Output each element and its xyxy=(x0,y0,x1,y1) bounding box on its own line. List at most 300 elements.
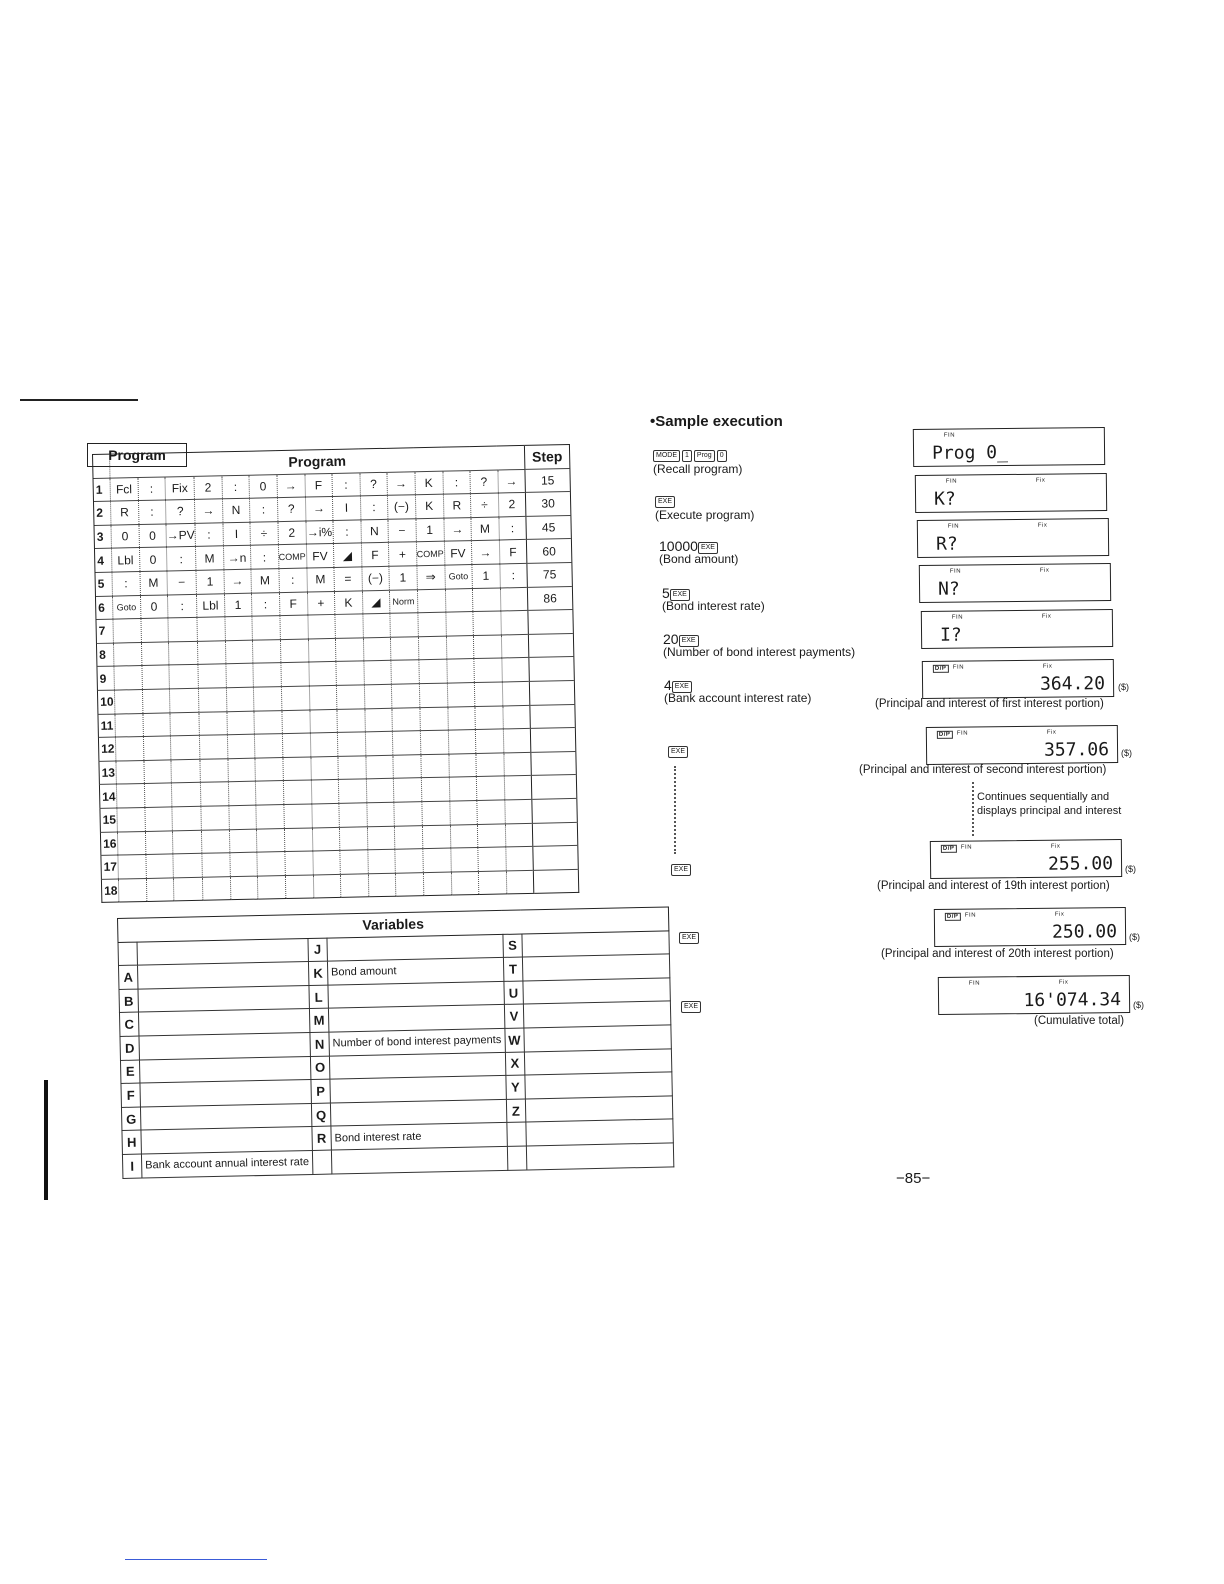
program-cell xyxy=(368,873,396,897)
lcd-caption: (Principal and interest of second interest portion) xyxy=(859,764,1107,776)
program-cell xyxy=(171,759,201,783)
program-cell: → xyxy=(497,469,525,493)
program-step-count xyxy=(531,751,576,776)
calculator-key: Prog xyxy=(694,450,715,462)
program-cell xyxy=(116,760,144,784)
program-cell xyxy=(340,850,368,874)
variable-description xyxy=(526,1143,673,1170)
program-cell: ? xyxy=(165,500,195,524)
program-cell xyxy=(308,638,336,662)
calculator-key: EXE xyxy=(698,542,718,554)
variables-title: Variables xyxy=(118,907,669,942)
variable-letter xyxy=(507,1146,527,1170)
lcd-display xyxy=(915,473,1107,513)
step-keys xyxy=(679,930,701,944)
program-cell xyxy=(285,875,313,899)
program-cell: → xyxy=(387,471,415,495)
variable-letter: U xyxy=(504,981,524,1005)
program-cell xyxy=(253,687,281,711)
variable-description xyxy=(138,1009,309,1036)
program-cell: : xyxy=(249,498,277,522)
program-cell xyxy=(501,658,529,682)
program-step-count: 86 xyxy=(527,586,572,611)
program-cell: COMP xyxy=(278,544,306,568)
program-cell: − xyxy=(388,519,416,543)
program-cell xyxy=(172,830,202,854)
program-cell xyxy=(421,801,449,825)
program-step-count xyxy=(528,633,573,658)
program-cell xyxy=(142,689,170,713)
program-cell xyxy=(146,878,174,902)
program-cell: : xyxy=(221,475,249,499)
program-cell: = xyxy=(334,567,362,591)
program-row-number: 15 xyxy=(100,808,117,832)
program-cell: ◢ xyxy=(362,590,390,614)
program-cell xyxy=(418,636,446,660)
program-cell: ◢ xyxy=(333,543,361,567)
program-cell xyxy=(168,641,198,665)
program-cell xyxy=(256,804,284,828)
program-cell: 0 xyxy=(140,595,168,619)
program-cell: M xyxy=(251,569,279,593)
program-cell xyxy=(365,731,393,755)
program-cell xyxy=(478,847,506,871)
program-cell xyxy=(197,617,225,641)
program-cell xyxy=(172,806,202,830)
variable-letter: M xyxy=(309,1008,328,1032)
program-cell xyxy=(199,735,227,759)
variable-letter: H xyxy=(122,1130,141,1154)
program-cell: F xyxy=(304,473,332,497)
lcd-indicator-fin: FIN xyxy=(952,664,965,671)
program-cell xyxy=(117,807,145,831)
program-cell xyxy=(227,758,255,782)
lcd-text: I? xyxy=(939,624,962,646)
step-keys xyxy=(655,494,677,508)
variable-letter: D xyxy=(120,1036,139,1060)
program-cell xyxy=(173,853,203,877)
program-cell xyxy=(141,665,169,689)
variable-letter xyxy=(312,1150,331,1174)
program-cell xyxy=(475,705,503,729)
variables-table xyxy=(117,906,674,1178)
program-cell xyxy=(338,779,366,803)
program-cell: F xyxy=(361,543,389,567)
program-cell xyxy=(421,777,449,801)
program-row-number: 17 xyxy=(101,855,118,879)
program-cell xyxy=(227,734,255,758)
program-cell: K xyxy=(334,590,362,614)
program-cell xyxy=(198,664,226,688)
program-cell xyxy=(228,805,256,829)
program-cell xyxy=(448,730,476,754)
program-cell xyxy=(279,615,307,639)
program-cell xyxy=(504,776,532,800)
variable-description xyxy=(524,1048,671,1075)
program-cell xyxy=(283,804,311,828)
program-step-count xyxy=(530,704,575,729)
program-cell: Fix xyxy=(165,476,195,500)
program-cell: I xyxy=(222,522,250,546)
program-cell xyxy=(225,640,253,664)
program-cell xyxy=(116,784,144,808)
lcd-indicator-dp: D/P xyxy=(937,731,953,739)
program-cell: M xyxy=(306,567,334,591)
lcd-unit: ($) xyxy=(1133,1000,1144,1010)
lcd-indicator-fix: Fix xyxy=(1050,843,1061,850)
program-cell xyxy=(312,827,340,851)
calculator-key: EXE xyxy=(679,635,699,647)
calculator-key: 1 xyxy=(682,450,692,462)
program-cell: → xyxy=(305,497,333,521)
program-cell xyxy=(337,732,365,756)
variable-letter: T xyxy=(503,957,523,981)
lcd-indicator-fix: Fix xyxy=(1039,567,1050,574)
program-cell xyxy=(418,659,446,683)
program-row-number: 1 xyxy=(93,478,110,502)
program-cell xyxy=(446,659,474,683)
program-cell xyxy=(254,734,282,758)
program-cell xyxy=(144,783,172,807)
variable-description xyxy=(138,985,309,1012)
lcd-display xyxy=(930,839,1122,879)
program-cell xyxy=(340,874,368,898)
variable-letter: B xyxy=(119,989,138,1013)
variable-letter: J xyxy=(308,938,327,962)
page-number: −85− xyxy=(896,1170,931,1187)
program-cell: Goto xyxy=(112,595,140,619)
step-description: (Bond amount) xyxy=(659,552,739,566)
program-cell xyxy=(197,641,225,665)
variable-description xyxy=(137,962,308,989)
variable-letter: X xyxy=(505,1052,525,1076)
program-step-count: 60 xyxy=(526,539,571,564)
lcd-indicator-dp: D/P xyxy=(945,913,961,921)
lcd-unit: ($) xyxy=(1121,748,1132,758)
program-step-count xyxy=(531,775,576,800)
program-cell: 2 xyxy=(194,475,222,499)
program-cell: → xyxy=(223,569,251,593)
program-cell xyxy=(280,662,308,686)
continuation-note-line1: Continues sequentially and xyxy=(977,791,1110,803)
lcd-display xyxy=(934,907,1126,947)
variable-description: Bank account annual interest rate xyxy=(141,1150,312,1177)
program-cell: M xyxy=(471,517,499,541)
program-cell xyxy=(226,687,254,711)
variable-letter: L xyxy=(309,985,328,1009)
lcd-indicator-fix: Fix xyxy=(1058,979,1069,986)
program-cell xyxy=(448,753,476,777)
program-cell xyxy=(504,799,532,823)
program-cell xyxy=(143,736,171,760)
program-cell: R xyxy=(443,494,471,518)
program-step-count xyxy=(532,822,577,847)
lcd-display xyxy=(917,518,1109,558)
program-cell xyxy=(420,730,448,754)
program-cell xyxy=(476,753,504,777)
program-cell: 1 xyxy=(415,518,443,542)
program-row-number: 18 xyxy=(101,879,118,903)
program-cell: 0 xyxy=(138,524,166,548)
program-cell xyxy=(501,634,529,658)
step-description: (Bank account interest rate) xyxy=(664,691,812,705)
program-cell: N xyxy=(222,498,250,522)
program-cell: − xyxy=(167,570,197,594)
lcd-indicator-fix: Fix xyxy=(1042,663,1053,670)
program-table-title: Program xyxy=(110,445,525,477)
variable-letter: V xyxy=(504,1004,524,1028)
left-edge-mark xyxy=(44,1080,48,1200)
step-description: (Number of bond interest payments) xyxy=(663,645,856,659)
program-cell xyxy=(394,802,422,826)
program-cell xyxy=(145,854,173,878)
program-cell xyxy=(171,783,201,807)
lcd-text: 250.00 xyxy=(1051,921,1118,943)
program-cell xyxy=(114,666,142,690)
program-cell xyxy=(229,829,257,853)
step-input-value: 10000 xyxy=(659,538,698,554)
continuation-dots-left xyxy=(674,766,677,854)
program-cell: : xyxy=(499,563,527,587)
program-cell xyxy=(445,588,473,612)
program-cell xyxy=(256,828,284,852)
program-cell xyxy=(228,781,256,805)
program-cell xyxy=(336,661,364,685)
lcd-caption: (Principal and interest of 20th interest portion) xyxy=(881,948,1114,960)
program-cell: : xyxy=(167,594,197,618)
program-cell: Lbl xyxy=(196,593,224,617)
step-keys xyxy=(653,448,729,462)
program-cell: → xyxy=(443,517,471,541)
lcd-text: N? xyxy=(937,578,960,600)
variable-letter: A xyxy=(118,965,137,989)
calculator-key: EXE xyxy=(672,681,692,693)
step-description: (Recall program) xyxy=(653,462,743,476)
program-row-number: 13 xyxy=(99,761,116,785)
program-cell: K xyxy=(415,494,443,518)
program-cell xyxy=(336,685,364,709)
program-cell: : xyxy=(250,545,278,569)
program-cell xyxy=(140,618,168,642)
program-cell: 1 xyxy=(389,566,417,590)
program-cell xyxy=(449,800,477,824)
program-cell xyxy=(282,733,310,757)
program-cell: 1 xyxy=(224,593,252,617)
variable-letter: N xyxy=(310,1032,329,1056)
program-row-number: 11 xyxy=(98,714,115,738)
program-cell: (−) xyxy=(361,566,389,590)
program-cell xyxy=(226,711,254,735)
program-cell xyxy=(473,611,501,635)
program-cell: COMP xyxy=(416,542,444,566)
program-step-count xyxy=(533,846,578,871)
program-cell xyxy=(117,831,145,855)
variable-letter xyxy=(118,942,137,966)
program-cell xyxy=(503,752,531,776)
program-cell: Fcl xyxy=(110,477,138,501)
calculator-key: EXE xyxy=(679,932,699,944)
program-cell: Norm xyxy=(389,589,417,613)
lcd-unit: ($) xyxy=(1118,682,1129,692)
variable-letter: Z xyxy=(506,1099,526,1123)
program-cell: 1 xyxy=(472,564,500,588)
program-cell xyxy=(255,757,283,781)
variable-letter: R xyxy=(312,1126,331,1150)
step-input-value: 20 xyxy=(663,631,679,647)
variable-description xyxy=(141,1127,312,1154)
program-cell xyxy=(252,639,280,663)
program-cell: ÷ xyxy=(470,493,498,517)
variable-description xyxy=(140,1103,311,1130)
program-cell xyxy=(423,872,451,896)
program-cell xyxy=(253,663,281,687)
lcd-caption: (Principal and interest of 19th interest portion) xyxy=(877,880,1110,892)
lcd-indicator-fin: FIN xyxy=(960,844,973,851)
program-cell xyxy=(280,639,308,663)
lcd-text: 364.20 xyxy=(1039,673,1106,695)
program-cell xyxy=(500,611,528,635)
variable-letter: Q xyxy=(311,1103,330,1127)
program-cell: : xyxy=(278,568,306,592)
program-cell: M xyxy=(195,546,223,570)
lcd-text: R? xyxy=(935,533,958,555)
continuation-note xyxy=(977,790,1121,818)
program-cell: R xyxy=(110,501,138,525)
variable-description: Number of bond interest payments xyxy=(329,1028,505,1055)
program-cell xyxy=(366,802,394,826)
program-cell xyxy=(394,825,422,849)
program-cell xyxy=(252,616,280,640)
program-row-number: 14 xyxy=(99,784,116,808)
program-cell xyxy=(474,658,502,682)
calculator-key: EXE xyxy=(668,746,688,758)
lcd-indicator-fix: Fix xyxy=(1054,911,1065,918)
program-cell xyxy=(390,636,418,660)
program-cell xyxy=(473,635,501,659)
program-cell xyxy=(502,705,530,729)
program-cell xyxy=(339,803,367,827)
program-cell xyxy=(313,874,341,898)
program-cell: : xyxy=(360,496,388,520)
program-cell xyxy=(281,686,309,710)
continuation-dots-right xyxy=(972,782,975,836)
program-row-number: 5 xyxy=(95,572,112,596)
program-cell: F xyxy=(499,540,527,564)
program-cell xyxy=(417,589,445,613)
program-cell: : xyxy=(442,470,470,494)
program-row-number: 12 xyxy=(98,737,115,761)
program-step-count: 75 xyxy=(527,562,572,587)
variable-letter: C xyxy=(119,1012,138,1036)
program-cell xyxy=(393,754,421,778)
program-cell: ⇒ xyxy=(416,565,444,589)
program-cell xyxy=(309,709,337,733)
program-cell xyxy=(392,707,420,731)
program-cell xyxy=(200,782,228,806)
step-keys xyxy=(671,862,693,876)
variable-letter: Y xyxy=(506,1075,526,1099)
program-cell: ÷ xyxy=(250,521,278,545)
program-row-number: 3 xyxy=(94,525,111,549)
variable-description: Bond interest rate xyxy=(331,1123,507,1150)
program-cell: M xyxy=(139,571,167,595)
program-row-number: 6 xyxy=(95,596,112,620)
program-cell xyxy=(449,777,477,801)
program-cell xyxy=(310,733,338,757)
program-cell xyxy=(364,684,392,708)
program-cell: 1 xyxy=(196,570,224,594)
program-cell xyxy=(422,825,450,849)
program-cell xyxy=(395,872,423,896)
program-cell xyxy=(505,846,533,870)
program-cell xyxy=(363,637,391,661)
lcd-display xyxy=(926,725,1118,765)
program-cell: : xyxy=(138,500,166,524)
program-cell xyxy=(114,689,142,713)
program-cell xyxy=(141,642,169,666)
program-cell xyxy=(367,849,395,873)
program-cell xyxy=(502,681,530,705)
lcd-indicator-fin: FIN xyxy=(968,980,981,987)
lcd-indicator-fin: FIN xyxy=(949,568,962,575)
program-cell xyxy=(143,760,171,784)
program-cell xyxy=(419,707,447,731)
lcd-indicator-fix: Fix xyxy=(1046,729,1057,736)
program-step-count xyxy=(529,657,574,682)
program-cell xyxy=(420,754,448,778)
program-cell xyxy=(200,758,228,782)
program-row-number: 9 xyxy=(97,666,114,690)
lcd-indicator-dp: D/P xyxy=(933,665,949,673)
lcd-indicator-fix: Fix xyxy=(1035,477,1046,484)
program-cell: 2 xyxy=(498,493,526,517)
program-cell xyxy=(199,711,227,735)
program-step-count xyxy=(532,798,577,823)
variable-description xyxy=(137,938,308,965)
program-cell xyxy=(364,708,392,732)
lcd-indicator-fin: FIN xyxy=(947,523,960,530)
variable-letter: K xyxy=(308,961,327,985)
program-cell xyxy=(201,829,229,853)
program-cell: FV xyxy=(444,541,472,565)
lcd-indicator-fin: FIN xyxy=(956,730,969,737)
program-row-number: 16 xyxy=(100,832,117,856)
program-cell xyxy=(474,682,502,706)
program-cell xyxy=(169,665,199,689)
program-cell xyxy=(339,826,367,850)
lcd-unit: ($) xyxy=(1129,932,1140,942)
program-cell xyxy=(224,616,252,640)
lcd-caption: (Principal and interest of first interest portion) xyxy=(875,698,1104,710)
program-cell xyxy=(170,712,200,736)
variable-letter: P xyxy=(311,1079,330,1103)
step-description: (Bond interest rate) xyxy=(662,599,765,613)
program-cell xyxy=(447,682,475,706)
program-cell: ? xyxy=(359,472,387,496)
program-cell xyxy=(118,855,146,879)
program-cell xyxy=(142,712,170,736)
lcd-indicator-fin: FIN xyxy=(964,912,977,919)
continuation-note-line2: displays principal and interest xyxy=(977,805,1122,817)
program-row-number: 2 xyxy=(93,501,110,525)
variable-description xyxy=(522,931,669,958)
program-label: Program xyxy=(87,443,187,467)
program-cell: : xyxy=(112,572,140,596)
program-cell xyxy=(173,877,203,901)
program-cell xyxy=(254,710,282,734)
variable-description xyxy=(139,1056,310,1083)
program-cell xyxy=(312,850,340,874)
